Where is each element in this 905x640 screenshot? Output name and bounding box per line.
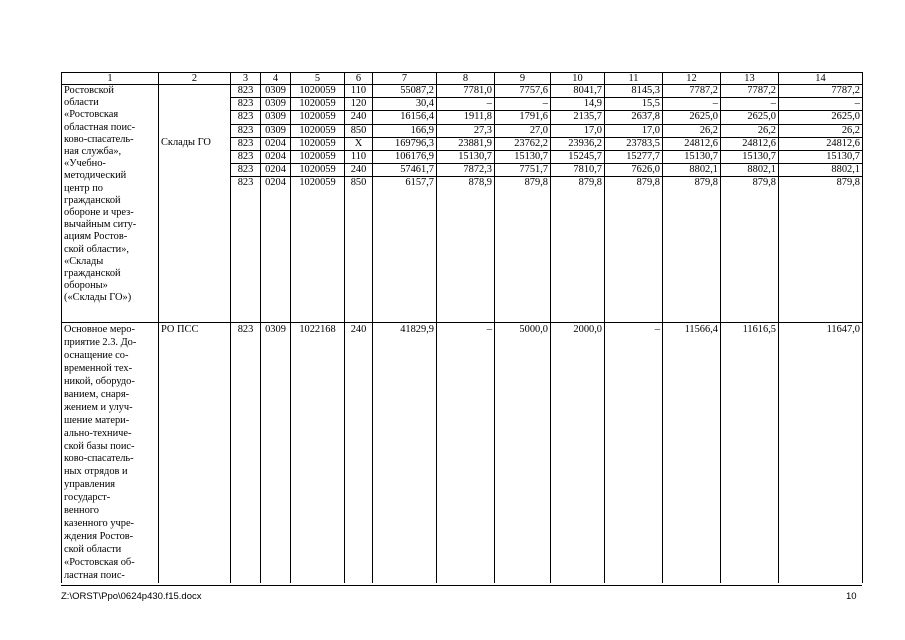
table-cell: 1020059: [291, 85, 345, 98]
table-cell: 166,9: [373, 124, 437, 137]
description-line: никой, оборудо-: [64, 376, 135, 388]
table-cell: 23881,9: [437, 137, 495, 150]
table-cell: 850: [345, 124, 373, 137]
table-cell: 1020059: [291, 151, 345, 164]
table-cell: 8041,7: [551, 85, 605, 98]
row-description: [62, 323, 159, 583]
table-cell: 7872,3: [437, 164, 495, 177]
table-cell: 879,8: [605, 177, 663, 323]
table-cell: 106176,9: [373, 151, 437, 164]
table-cell: 41829,9: [373, 323, 437, 583]
column-header: 13: [721, 73, 779, 85]
description-line: ванием, снаря-: [64, 388, 130, 400]
table-cell: 110: [345, 85, 373, 98]
table-cell: 7781,0: [437, 85, 495, 98]
column-number-header: [62, 73, 863, 85]
column-header: 4: [261, 73, 291, 85]
table-cell: 1911,8: [437, 111, 495, 124]
table-cell: 15245,7: [551, 151, 605, 164]
table-cell: 26,2: [663, 124, 721, 137]
description-line: областная поис-: [64, 121, 136, 133]
table-cell: –: [437, 98, 495, 111]
description-line: «Ростовская об-: [64, 556, 135, 568]
table-cell: –: [495, 98, 551, 111]
table-cell: 8145,3: [605, 85, 663, 98]
description-line: ково-спасатель-: [64, 133, 134, 145]
description-line: казенного учре-: [64, 518, 135, 530]
executor-cell: Склады ГО: [159, 137, 231, 323]
table-cell: –: [605, 323, 663, 583]
table-cell: 11616,5: [721, 323, 779, 583]
table-cell: 240: [345, 164, 373, 177]
table-cell: 24812,6: [779, 137, 863, 150]
table-cell: 23762,2: [495, 137, 551, 150]
row-description: [62, 85, 159, 323]
description-line: области: [64, 97, 99, 109]
table-cell: 0204: [261, 177, 291, 323]
column-header: 6: [345, 73, 373, 85]
table-cell: 823: [231, 98, 261, 111]
table-cell: 17,0: [605, 124, 663, 137]
table-row: [62, 323, 863, 583]
description-line: «Склады: [64, 255, 104, 267]
table-cell: 24812,6: [663, 137, 721, 150]
table-cell: 15130,7: [721, 151, 779, 164]
table-cell: 0309: [261, 98, 291, 111]
description-line: ная служба»,: [64, 146, 122, 158]
table-cell: 823: [231, 124, 261, 137]
description-line: управления: [64, 479, 116, 491]
column-header: 10: [551, 73, 605, 85]
table-cell: 1020059: [291, 177, 345, 323]
table-cell: –: [721, 98, 779, 111]
table-cell: 27,3: [437, 124, 495, 137]
table-cell: 120: [345, 98, 373, 111]
description-line: жением и улуч-: [64, 401, 133, 413]
description-line: гражданской: [64, 268, 121, 280]
table-cell: 6157,7: [373, 177, 437, 323]
table-cell: 8802,1: [721, 164, 779, 177]
table-cell: 169796,3: [373, 137, 437, 150]
description-line: «Учебно-: [64, 158, 106, 170]
table-cell: 26,2: [721, 124, 779, 137]
table-cell: 1020059: [291, 124, 345, 137]
table-cell: 7751,7: [495, 164, 551, 177]
table-cell: 1020059: [291, 111, 345, 124]
description-line: вычайным ситу-: [64, 219, 137, 231]
executor-cell: [159, 85, 231, 138]
description-line: ально-техниче-: [64, 427, 132, 439]
table-cell: 16156,4: [373, 111, 437, 124]
table-cell: 15130,7: [663, 151, 721, 164]
table-cell: 27,0: [495, 124, 551, 137]
table-cell: 7787,2: [779, 85, 863, 98]
table-cell: 823: [231, 164, 261, 177]
table-cell: 11566,4: [663, 323, 721, 583]
table-cell: 823: [231, 151, 261, 164]
table-cell: 1020059: [291, 98, 345, 111]
table-cell: 823: [231, 177, 261, 323]
description-line: Ростовской: [64, 85, 114, 96]
table-cell: 878,9: [437, 177, 495, 323]
column-header: 14: [779, 73, 863, 85]
table-cell: 11647,0: [779, 323, 863, 583]
table-cell: 0204: [261, 137, 291, 150]
table-cell: 14,9: [551, 98, 605, 111]
table-cell: 55087,2: [373, 85, 437, 98]
table-cell: 0204: [261, 164, 291, 177]
table-cell: 57461,7: [373, 164, 437, 177]
table-cell: 15,5: [605, 98, 663, 111]
budget-table: [61, 72, 863, 583]
description-line: ской области»,: [64, 243, 130, 255]
table-cell: 15130,7: [495, 151, 551, 164]
column-header: 12: [663, 73, 721, 85]
table-cell: 7757,6: [495, 85, 551, 98]
description-line: центр по: [64, 182, 103, 194]
column-header: 1: [62, 73, 159, 85]
table-cell: Х: [345, 137, 373, 150]
description-line: шение матери-: [64, 414, 130, 426]
description-line: ждения Ростов-: [64, 530, 134, 542]
table-cell: 0204: [261, 151, 291, 164]
description-line: Основное меро-: [64, 324, 135, 336]
column-header: 7: [373, 73, 437, 85]
table-cell: 0309: [261, 111, 291, 124]
table-cell: 1022168: [291, 323, 345, 583]
table-cell: –: [437, 323, 495, 583]
table-block-measure-2-3: [62, 323, 863, 583]
table-cell: 1791,6: [495, 111, 551, 124]
description-line: («Склады ГО»): [64, 292, 132, 304]
table-cell: 0309: [261, 323, 291, 583]
table-cell: 23936,2: [551, 137, 605, 150]
description-line: венного: [64, 505, 99, 517]
column-header: 11: [605, 73, 663, 85]
description-line: обороны»: [64, 280, 108, 292]
table-block-rostov-services: [62, 85, 863, 323]
description-line: ациям Ростов-: [64, 231, 128, 243]
table-cell: 7787,2: [721, 85, 779, 98]
table-row: [62, 137, 863, 150]
column-header: 3: [231, 73, 261, 85]
table-cell: 879,8: [495, 177, 551, 323]
description-line: ской базы поис-: [64, 440, 135, 452]
table-cell: 240: [345, 323, 373, 583]
table-cell: 110: [345, 151, 373, 164]
table-bottom-border: [61, 585, 862, 586]
table-cell: 2637,8: [605, 111, 663, 124]
table-cell: –: [779, 98, 863, 111]
description-line: ластная поис-: [64, 569, 125, 581]
table-cell: 26,2: [779, 124, 863, 137]
table-cell: 879,8: [551, 177, 605, 323]
table-cell: 823: [231, 85, 261, 98]
table-cell: 1020059: [291, 164, 345, 177]
description-line: методический: [64, 170, 127, 182]
table-cell: 240: [345, 111, 373, 124]
description-line: ных отрядов и: [64, 466, 128, 478]
table-cell: 8802,1: [779, 164, 863, 177]
description-line: гражданской: [64, 194, 121, 206]
table-cell: 2000,0: [551, 323, 605, 583]
column-header: 5: [291, 73, 345, 85]
table-cell: 24812,6: [721, 137, 779, 150]
description-line: приятие 2.3. До-: [64, 337, 137, 349]
table-cell: 7810,7: [551, 164, 605, 177]
table-cell: 7787,2: [663, 85, 721, 98]
table-cell: 5000,0: [495, 323, 551, 583]
table-cell: 879,8: [779, 177, 863, 323]
description-line: «Ростовская: [64, 109, 119, 121]
executor-cell: РО ПСС: [159, 323, 231, 583]
column-header: 9: [495, 73, 551, 85]
footer-file-path: Z:\ORST\Ppo\0624p430.f15.docx: [61, 591, 202, 602]
table-cell: 823: [231, 111, 261, 124]
table-cell: 2135,7: [551, 111, 605, 124]
table-cell: 0309: [261, 124, 291, 137]
description-line: обороне и чрез-: [64, 207, 134, 219]
table-cell: 879,8: [721, 177, 779, 323]
table-cell: 15130,7: [437, 151, 495, 164]
description-line: государст-: [64, 492, 111, 504]
table-cell: 15130,7: [779, 151, 863, 164]
table-cell: 879,8: [663, 177, 721, 323]
table-cell: 823: [231, 137, 261, 150]
table-cell: 8802,1: [663, 164, 721, 177]
description-line: временной тех-: [64, 363, 133, 375]
description-line: оснащение со-: [64, 350, 129, 362]
table-cell: 1020059: [291, 137, 345, 150]
table-cell: 30,4: [373, 98, 437, 111]
table-cell: 2625,0: [721, 111, 779, 124]
table-cell: 15277,7: [605, 151, 663, 164]
table-cell: 17,0: [551, 124, 605, 137]
table-cell: –: [663, 98, 721, 111]
description-line: ской области: [64, 543, 122, 555]
description-line: ково-спасатель-: [64, 453, 134, 465]
column-header: 8: [437, 73, 495, 85]
column-header: 2: [159, 73, 231, 85]
table-cell: 0309: [261, 85, 291, 98]
table-cell: 2625,0: [779, 111, 863, 124]
table-row: [62, 85, 863, 98]
table-cell: 2625,0: [663, 111, 721, 124]
table-cell: 7626,0: [605, 164, 663, 177]
table-cell: 823: [231, 323, 261, 583]
page-number: 10: [846, 591, 857, 602]
table-cell: 23783,5: [605, 137, 663, 150]
table-cell: 850: [345, 177, 373, 323]
